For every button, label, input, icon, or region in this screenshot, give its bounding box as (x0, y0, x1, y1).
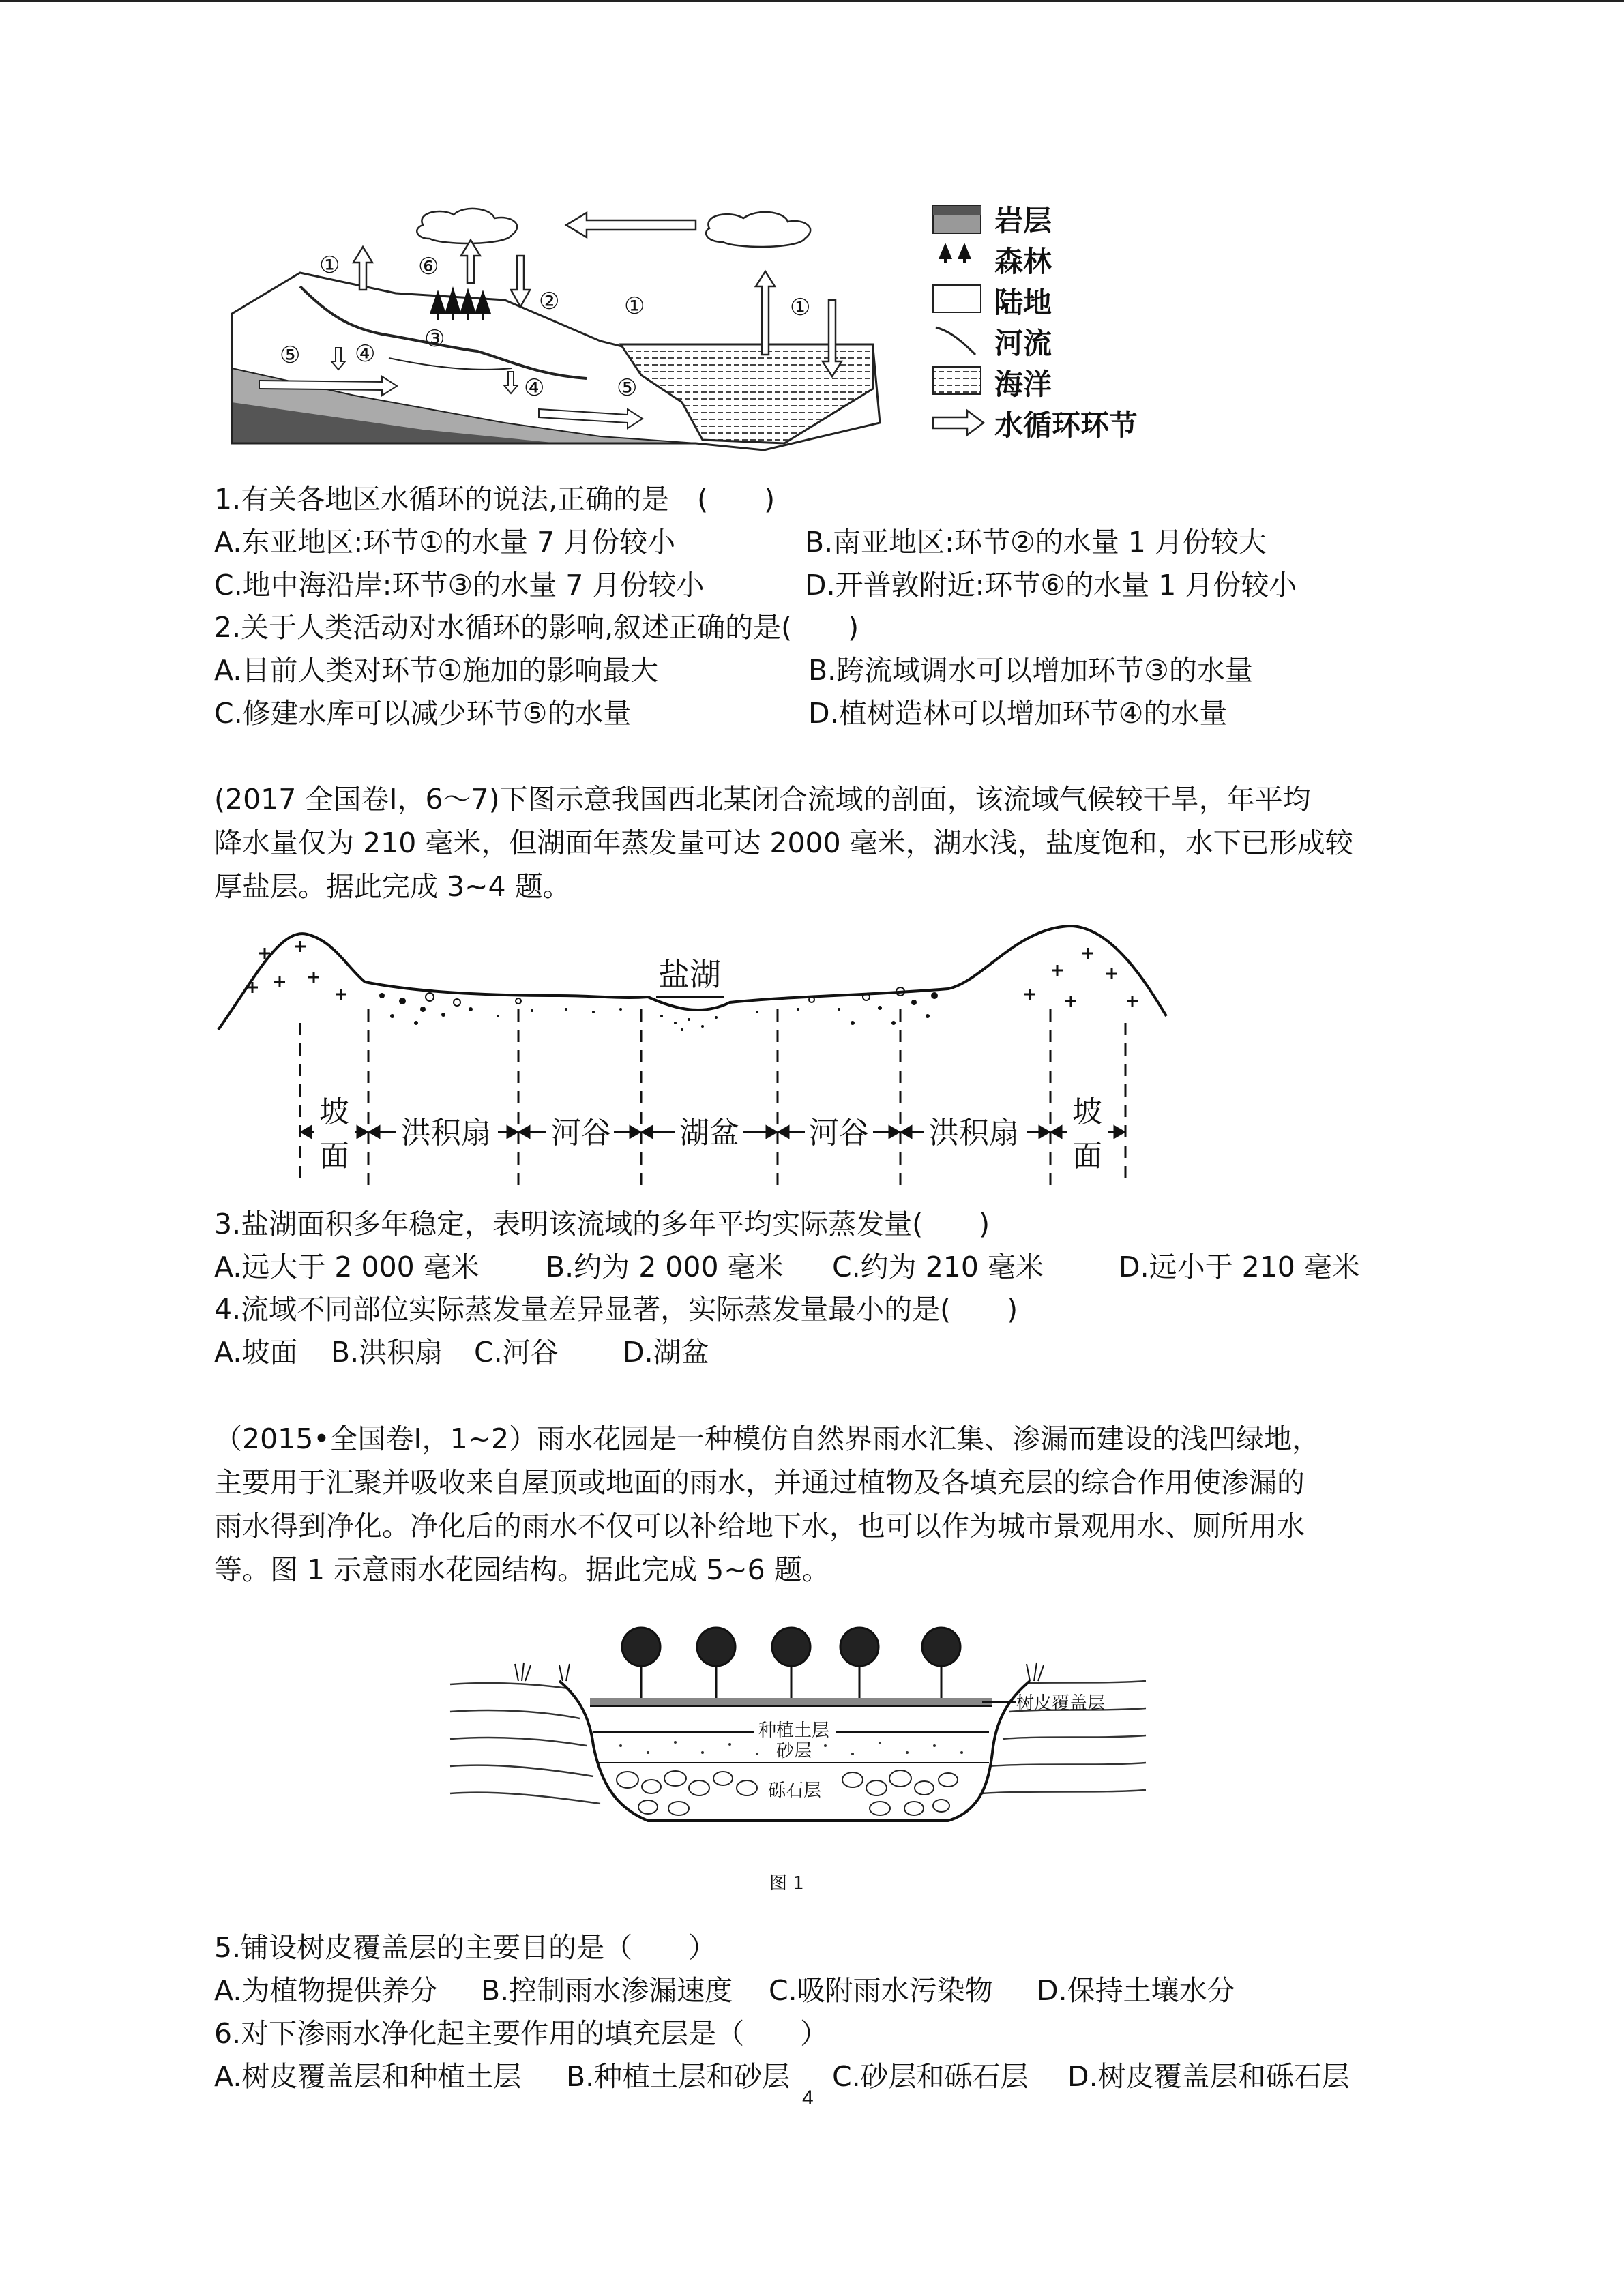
q4-stem: 4.流域不同部位实际蒸发量差异显著，实际蒸发量最小的是( ) (214, 1293, 1018, 1326)
q3-option-d: D.远小于 210 毫米 (1119, 1251, 1360, 1283)
q1-stem: 1.有关各地区水循环的说法,正确的是 ( ) (214, 483, 776, 516)
q6-stem: 6.对下渗雨水净化起主要作用的填充层是（ ） (214, 2017, 829, 2050)
q1-option-b: B.南亚地区:环节②的水量 1 月份较大 (805, 526, 1267, 558)
intro2-line-3: 厚盐层。据此完成 3~4 题。 (214, 870, 571, 903)
layer-gravel-label: 砾石层 (768, 1780, 822, 1801)
marker-3: ③ (424, 325, 445, 353)
q4-option-a: A.坡面 (214, 1336, 298, 1369)
q6-option-d: D.树皮覆盖层和砾石层 (1067, 2060, 1350, 2093)
q4-option-b: B.洪积扇 (331, 1336, 443, 1369)
figure-caption: 图 1 (769, 1873, 804, 1894)
marker-6: ⑥ (418, 253, 439, 280)
zone-slope-right-2: 面 (1072, 1139, 1102, 1174)
layer-soil-label: 种植土层 (758, 1720, 830, 1741)
layer-bark-label: 树皮覆盖层 (1016, 1693, 1106, 1714)
page-top-border (0, 0, 1624, 2)
q2-stem: 2.关于人类活动对水循环的影响,叙述正确的是( ) (214, 611, 859, 644)
legend-ocean: 海洋 (994, 368, 1052, 401)
q5-option-c: C.吸附雨水污染物 (769, 1974, 993, 2007)
q1-option-a: A.东亚地区:环节①的水量 7 月份较小 (214, 526, 676, 558)
legend-river: 河流 (994, 327, 1052, 360)
zone-fan-left: 洪积扇 (401, 1116, 491, 1150)
rain-garden-figure (443, 1616, 1153, 1903)
q5-option-a: A.为植物提供养分 (214, 1974, 438, 2007)
marker-4a: ④ (355, 340, 376, 368)
marker-5b: ⑤ (617, 374, 638, 402)
marker-1b: ① (624, 293, 645, 320)
q5-stem: 5.铺设树皮覆盖层的主要目的是（ ） (214, 1931, 717, 1964)
q5-option-b: B.控制雨水渗漏速度 (481, 1974, 733, 2007)
zone-valley-left: 河谷 (551, 1116, 611, 1150)
intro2-line-1: (2017 全国卷Ⅰ，6～7)下图示意我国西北某闭合流域的剖面，该流域气候较干旱，年平均 (214, 783, 1311, 816)
intro3-line-1: （2015•全国卷Ⅰ，1~2）雨水花园是一种模仿自然界雨水汇集、渗漏而建设的浅凹绿地， (214, 1422, 1320, 1455)
basin-profile-figure (211, 921, 1221, 1193)
intro3-line-4: 等。图 1 示意雨水花园结构。据此完成 5~6 题。 (214, 1553, 830, 1586)
legend-rock: 岩层 (994, 204, 1052, 237)
water-cycle-figure (218, 198, 1200, 464)
zone-slope-right-1: 坡 (1072, 1094, 1102, 1129)
intro2-line-2: 降水量仅为 210 毫米，但湖面年蒸发量可达 2000 毫米，湖水浅，盐度饱和，水下已形成较 (214, 826, 1353, 859)
q5-option-d: D.保持土壤水分 (1037, 1974, 1235, 2007)
zone-valley-right: 河谷 (809, 1116, 869, 1150)
q3-stem: 3.盐湖面积多年稳定，表明该流域的多年平均实际蒸发量( ) (214, 1208, 990, 1240)
q2-option-a: A.目前人类对环节①施加的影响最大 (214, 654, 659, 687)
legend-land: 陆地 (994, 286, 1052, 319)
intro3-line-3: 雨水得到净化。净化后的雨水不仅可以补给地下水，也可以作为城市景观用水、厕所用水 (214, 1510, 1305, 1542)
zone-basin: 湖盆 (679, 1116, 739, 1150)
q2-option-b: B.跨流域调水可以增加环节③的水量 (808, 654, 1253, 687)
water-cycle-legend (933, 204, 1138, 442)
page-number: 4 (802, 2087, 814, 2109)
marker-5a: ⑤ (280, 342, 301, 369)
marker-2: ② (539, 288, 560, 315)
marker-1c: ① (790, 294, 811, 321)
q6-option-a: A.树皮覆盖层和种植土层 (214, 2060, 522, 2093)
layer-sand-label: 砂层 (776, 1741, 812, 1761)
zone-fan-right: 洪积扇 (929, 1116, 1019, 1150)
q3-option-c: C.约为 210 毫米 (832, 1251, 1044, 1283)
q6-option-c: C.砂层和砾石层 (832, 2060, 1029, 2093)
marker-1a: ① (319, 252, 340, 279)
q4-option-c: C.河谷 (474, 1336, 559, 1369)
q2-option-d: D.植树造林可以增加环节④的水量 (808, 697, 1228, 730)
zone-slope-left-2: 面 (319, 1139, 349, 1174)
q3-option-b: B.约为 2 000 毫米 (546, 1251, 784, 1283)
salt-lake-label: 盐湖 (658, 956, 721, 993)
q1-option-d: D.开普敦附近:环节⑥的水量 1 月份较小 (805, 569, 1297, 601)
intro3-line-2: 主要用于汇聚并吸收来自屋顶或地面的雨水，并通过植物及各填充层的综合作用使渗漏的 (214, 1466, 1305, 1499)
q1-option-c: C.地中海沿岸:环节③的水量 7 月份较小 (214, 569, 705, 601)
q4-option-d: D.湖盆 (623, 1336, 709, 1369)
q2-option-c: C.修建水库可以减少环节⑤的水量 (214, 697, 632, 730)
marker-4b: ④ (524, 374, 545, 402)
legend-forest: 森林 (994, 245, 1052, 278)
q3-option-a: A.远大于 2 000 毫米 (214, 1251, 479, 1283)
legend-cycle: 水循环环节 (994, 408, 1138, 442)
zone-slope-left-1: 坡 (319, 1094, 349, 1129)
q6-option-b: B.种植土层和砂层 (566, 2060, 791, 2093)
